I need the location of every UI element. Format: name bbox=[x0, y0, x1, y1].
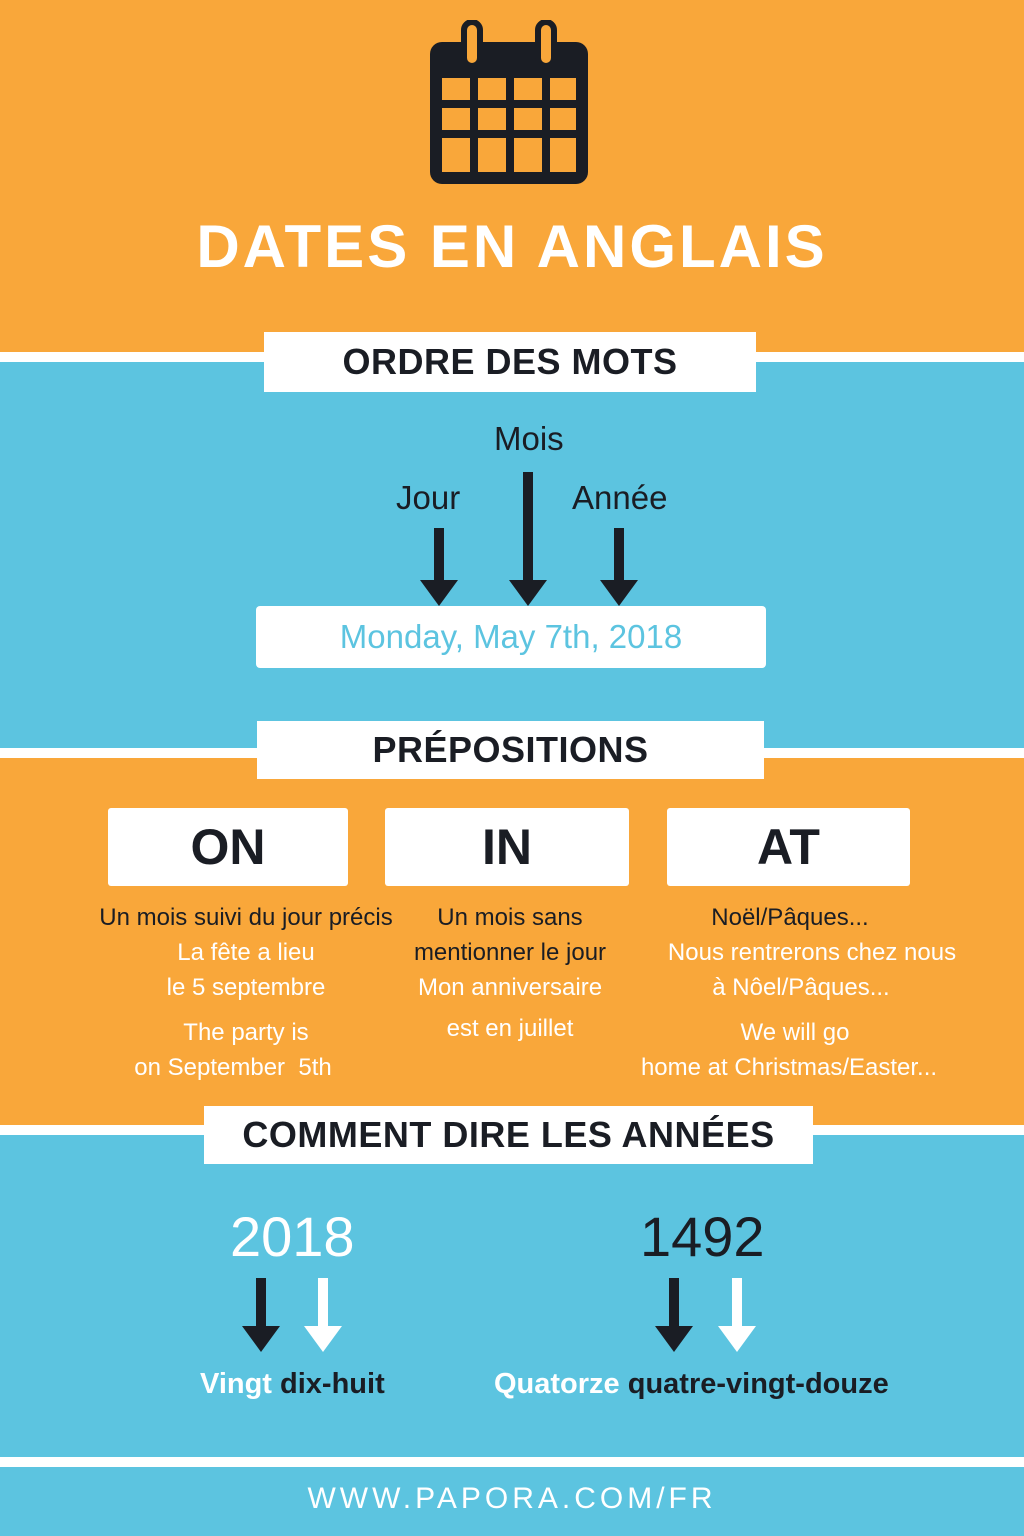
label-month: Mois bbox=[494, 420, 564, 457]
arrow-down-icon bbox=[302, 1278, 344, 1354]
at-fr-line: Nous rentrerons chez nous bbox=[667, 939, 957, 966]
preposition-at: AT bbox=[667, 808, 910, 886]
arrow-down-icon bbox=[507, 472, 549, 608]
at-rule: Noël/Pâques... bbox=[711, 904, 869, 931]
at-fr-line: à Nôel/Pâques... bbox=[712, 974, 890, 1001]
date-example: Monday, May 7th, 2018 bbox=[256, 606, 766, 668]
arrow-down-icon bbox=[418, 528, 460, 608]
years-band bbox=[0, 1135, 1024, 1457]
year-1492: 1492 bbox=[640, 1205, 765, 1268]
footer-url[interactable]: WWW.PAPORA.COM/FR bbox=[307, 1482, 717, 1515]
in-fr-line: est en juillet bbox=[446, 1015, 574, 1042]
page-title: DATES EN ANGLAIS bbox=[196, 213, 828, 280]
prepositions-heading: PRÉPOSITIONS bbox=[257, 721, 764, 779]
divider-line bbox=[0, 1457, 1024, 1467]
label-year: Année bbox=[572, 479, 668, 516]
on-fr-line: le 5 septembre bbox=[166, 974, 326, 1001]
arrow-down-icon bbox=[716, 1278, 758, 1354]
preposition-on: ON bbox=[108, 808, 348, 886]
year-part: dix-huit bbox=[280, 1368, 385, 1400]
on-column bbox=[96, 900, 396, 1085]
in-rule: mentionner le jour bbox=[413, 939, 607, 966]
year-2018-words bbox=[200, 1368, 385, 1401]
year-1492-words bbox=[494, 1368, 889, 1401]
years-heading: COMMENT DIRE LES ANNÉES bbox=[204, 1106, 813, 1164]
preposition-in: IN bbox=[385, 808, 629, 886]
at-en-line: home at Christmas/Easter... bbox=[640, 1054, 938, 1081]
on-rule: Un mois suivi du jour précis bbox=[99, 904, 393, 931]
arrow-down-icon bbox=[653, 1278, 695, 1354]
year-part: quatre-vingt-douze bbox=[627, 1368, 889, 1400]
in-rule: Un mois sans bbox=[437, 904, 583, 931]
year-2018: 2018 bbox=[230, 1205, 355, 1268]
year-part: Quatorze bbox=[494, 1368, 620, 1400]
arrow-down-icon bbox=[598, 528, 640, 608]
at-en-line: We will go bbox=[740, 1019, 850, 1046]
at-column bbox=[634, 900, 990, 1085]
calendar-icon bbox=[428, 20, 590, 186]
on-fr-line: La fête a lieu bbox=[177, 939, 315, 966]
arrow-down-icon bbox=[240, 1278, 282, 1354]
in-fr-line: Mon anniversaire bbox=[417, 974, 603, 1001]
on-en-line: on September 5th bbox=[134, 1054, 332, 1081]
label-day: Jour bbox=[396, 479, 461, 516]
on-en-line: The party is bbox=[183, 1019, 309, 1046]
word-order-heading: ORDRE DES MOTS bbox=[264, 332, 756, 392]
year-part: Vingt bbox=[200, 1368, 272, 1400]
